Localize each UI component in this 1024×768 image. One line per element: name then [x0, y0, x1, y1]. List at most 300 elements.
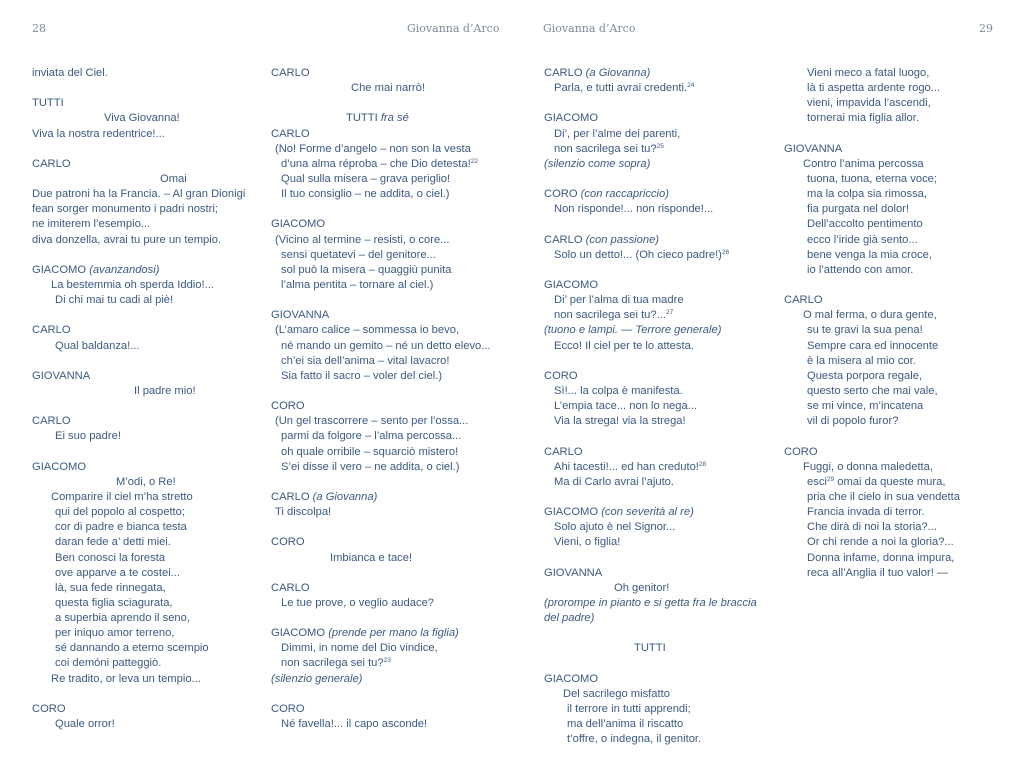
speaker-name: GIACOMO — [544, 506, 599, 519]
verse-line — [784, 551, 1024, 566]
verse-line — [271, 233, 511, 248]
verse-text: Oh genitor! — [614, 581, 670, 594]
verse-line — [32, 581, 272, 596]
verse-line — [32, 535, 272, 550]
verse-text: (L’amaro calice – sommessa io bevo, — [275, 324, 460, 337]
verse-text: ecco l’iride già sento... — [807, 233, 918, 246]
footnote-ref[interactable]: 23 — [383, 657, 391, 665]
speaker-name: GIACOMO — [271, 218, 326, 231]
footnote-ref[interactable]: 25 — [656, 142, 664, 150]
verse-line — [544, 339, 784, 354]
stage-direction-text: (silenzio generale) — [271, 672, 363, 685]
verse-text: fia purgata nel dolor! — [807, 203, 909, 216]
verse-text: Solo un detto!... (Oh cieco padre!) — [554, 248, 722, 261]
speaker-name: GIACOMO — [544, 112, 599, 125]
blank-line — [544, 551, 784, 566]
verse-line — [544, 717, 784, 732]
left-page-column-1 — [32, 66, 272, 732]
verse-text: Ma di Carlo avrai l’ajuto. — [554, 475, 675, 488]
speaker-name: CARLO — [271, 67, 310, 79]
verse-text: questa figlia sciagurata, — [55, 596, 173, 609]
verse-line — [32, 596, 272, 611]
verse-line — [784, 157, 1024, 172]
stage-direction: (avanzandosi) — [89, 263, 160, 276]
blank-line — [544, 354, 784, 369]
verse-text: Del sacrilego misfatto — [563, 687, 670, 700]
verse-line — [271, 596, 511, 611]
verse-text: Questa porpora regale, — [807, 369, 923, 382]
verse-text: Sì!... la colpa è manifesta. — [554, 384, 683, 397]
verse-line — [544, 581, 784, 596]
verse-line — [544, 520, 784, 535]
speaker-name: CORO — [271, 400, 305, 413]
verse-text: né mando un gemito – né un detto elevo... — [281, 339, 491, 352]
stage-direction: (con raccapriccio) — [580, 188, 669, 201]
verse-text: Le tue prove, o veglio audace? — [281, 596, 435, 609]
verse-text: Re tradito, or leva un tempio... — [51, 672, 201, 685]
blank-line — [271, 611, 511, 626]
page-number-left: 28 — [32, 22, 46, 35]
verse-line — [784, 399, 1024, 414]
speaker-name: GIOVANNA — [544, 566, 603, 579]
blank-line — [271, 520, 511, 535]
verse-text: esci — [807, 475, 827, 488]
verse-text: sensi quetatevi – del genitore... — [281, 248, 436, 261]
verse-text: diva donzella, avrai tu pure un tempio. — [32, 233, 222, 246]
speaker-name: CARLO — [271, 581, 310, 594]
verse-text: ne imiterem l’esempio... — [32, 218, 151, 231]
speaker-line — [32, 414, 272, 429]
blank-line — [271, 96, 511, 111]
verse-line — [271, 172, 511, 187]
verse-line — [32, 233, 272, 248]
verse-line — [784, 384, 1024, 399]
verse-line — [784, 490, 1024, 505]
speaker-line — [544, 672, 784, 687]
speaker-line — [544, 445, 784, 460]
verse-text: là, sua fede rinnegata, — [55, 581, 166, 594]
speaker-name: CORO — [544, 369, 578, 382]
stage-direction — [271, 672, 511, 687]
verse-text: non sacrilega sei tu? — [281, 657, 384, 670]
verse-text: ma dell’anima il riscatto — [567, 718, 684, 731]
speaker-line — [544, 278, 784, 293]
speaker-line — [784, 445, 1024, 460]
stage-direction — [544, 323, 784, 338]
verse-text: fean sorger monumento i padri nostri; — [32, 203, 218, 216]
speaker-line — [544, 111, 784, 126]
verse-line — [271, 263, 511, 278]
verse-line — [32, 520, 272, 535]
verse-line — [544, 475, 784, 490]
verse-line — [271, 339, 511, 354]
verse-text: inviata del Ciel. — [32, 67, 108, 79]
verse-text: Via la strega! via la strega! — [554, 415, 686, 428]
stage-direction-text: (prorompe in pianto e si getta fra le braccia — [544, 596, 757, 609]
verse-line — [271, 81, 511, 96]
verse-line — [32, 202, 272, 217]
verse-text: d’una alma réproba – che Dio detesta! — [281, 157, 471, 170]
verse-line — [271, 369, 511, 384]
speaker-name: CORO — [784, 445, 818, 458]
verse-text: se mi vince, m’incatena — [807, 400, 924, 413]
speaker-line — [271, 535, 511, 550]
speaker-line — [784, 293, 1024, 308]
footnote-ref[interactable]: 26 — [721, 248, 730, 256]
blank-line — [32, 687, 272, 702]
verse-text: qui del popolo al cospetto; — [55, 506, 185, 519]
verse-line — [32, 641, 272, 656]
blank-line — [544, 490, 784, 505]
verse-text: Vieni, o figlia! — [554, 536, 621, 549]
blank-line — [271, 384, 511, 399]
verse-line — [32, 172, 272, 187]
verse-text: bene venga la mia croce, — [807, 248, 933, 261]
verse-text: Ei suo padre! — [55, 430, 121, 443]
speaker-name: CORO — [544, 188, 578, 201]
verse-line — [32, 278, 272, 293]
verse-text: questo serto che mai vale, — [807, 384, 938, 397]
verse-line — [544, 127, 784, 142]
verse-line — [32, 66, 272, 81]
speaker-line — [32, 96, 272, 111]
verse-line — [32, 293, 272, 308]
blank-line — [544, 96, 784, 111]
verse-line — [784, 460, 1024, 475]
speaker-line — [544, 233, 784, 248]
speaker-line — [32, 157, 272, 172]
stage-direction-text: (tuono e lampi. — Terrore generale) — [544, 324, 722, 337]
verse-text: Viva Giovanna! — [104, 112, 180, 125]
speaker-line — [544, 187, 784, 202]
blank-line — [32, 445, 272, 460]
running-title-right: Giovanna d’Arco — [543, 22, 636, 35]
verse-text: ma la colpa sia rimossa, — [807, 188, 927, 201]
verse-text: l’alma pentita – tornare al ciel.) — [281, 278, 434, 291]
verse-text: S’ei disse il vero – ne addita, o ciel.) — [281, 460, 460, 473]
speaker-line — [32, 369, 272, 384]
blank-line — [784, 127, 1024, 142]
stage-direction — [544, 157, 784, 172]
verse-text: Imbianca e tace! — [330, 551, 413, 564]
verse-line — [784, 81, 1024, 96]
verse-line — [784, 66, 1024, 81]
verse-line — [32, 384, 272, 399]
verse-line — [544, 293, 784, 308]
stage-direction: (con severità al re) — [601, 506, 694, 519]
verse-line — [32, 490, 272, 505]
verse-text: Fuggi, o donna maledetta, — [803, 460, 933, 473]
speaker-name: CORO — [271, 702, 305, 715]
verse-line — [271, 142, 511, 157]
blank-line — [544, 263, 784, 278]
verse-line — [544, 81, 784, 96]
stage-direction — [544, 611, 784, 626]
stage-direction-text: (silenzio come sopra) — [544, 157, 651, 170]
verse-line — [784, 354, 1024, 369]
verse-text: (Vicino al termine – resisti, o core... — [275, 233, 450, 246]
speaker-name: CARLO — [544, 233, 583, 246]
verse-text: Vieni meco a fatal luogo, — [807, 67, 930, 79]
verse-text: coi demóni patteggiò. — [55, 657, 162, 670]
verse-text: Due patroni ha la Francia. – Al gran Dionigi — [32, 188, 246, 201]
verse-line — [271, 505, 511, 520]
verse-line — [544, 702, 784, 717]
blank-line — [32, 142, 272, 157]
blank-line — [271, 202, 511, 217]
verse-line — [271, 187, 511, 202]
speaker-line — [271, 127, 511, 142]
verse-line — [271, 717, 511, 732]
verse-text: Sempre cara ed innocente — [807, 339, 939, 352]
verse-line — [32, 339, 272, 354]
verse-line — [784, 505, 1024, 520]
verse-text: non sacrilega sei tu? — [554, 142, 657, 155]
verse-text: Ahi tacesti!... ed han creduto! — [554, 460, 699, 473]
stage-direction: (a Giovanna) — [585, 67, 651, 79]
verse-line — [784, 414, 1024, 429]
speaker-name: CARLO — [544, 445, 583, 458]
verse-line — [784, 308, 1024, 323]
verse-text: (No! Forme d’angelo – non son la vesta — [275, 142, 471, 155]
verse-text: Di chi mai tu cadi al piè! — [55, 294, 174, 307]
verse-text: io l’attendo con amor. — [807, 263, 914, 276]
verse-text: Sia fatto il sacro – voler del ciel.) — [281, 369, 443, 382]
blank-line — [544, 217, 784, 232]
blank-line — [544, 172, 784, 187]
stage-direction-text: del padre) — [544, 612, 595, 625]
verse-text: per iniquo amor terreno, — [55, 627, 175, 640]
verse-text: tuona, tuona, eterna voce; — [807, 172, 937, 185]
verse-text: Dimmi, in nome del Dio vindice, — [281, 642, 438, 655]
verse-text: Il tuo consiglio – ne addita, o ciel.) — [281, 188, 450, 201]
blank-line — [784, 278, 1024, 293]
verse-line — [784, 323, 1024, 338]
speaker-name: CARLO — [784, 294, 823, 307]
verse-line — [784, 566, 1024, 581]
verse-text: Che mai narrò! — [351, 82, 425, 95]
speaker-line — [544, 641, 784, 656]
verse-text: sol può la misera – quaggiù punita — [281, 263, 452, 276]
verse-line — [32, 475, 272, 490]
blank-line — [32, 354, 272, 369]
speaker-name: GIACOMO — [544, 672, 599, 685]
speaker-name: CARLO — [544, 67, 583, 79]
page-number-right: 29 — [979, 22, 993, 35]
verse-line — [544, 732, 784, 747]
verse-text: cor di padre e bianca testa — [55, 521, 187, 534]
speaker-line — [544, 369, 784, 384]
speaker-name: CARLO — [32, 415, 71, 428]
speaker-name: CORO — [271, 536, 305, 549]
stage-direction: (con passione) — [585, 233, 660, 246]
running-title-left: Giovanna d’Arco — [407, 22, 500, 35]
verse-text: Ecco! Il ciel per te lo attesta. — [554, 339, 694, 352]
blank-line — [784, 429, 1024, 444]
verse-text: ove apparve a te costei... — [55, 566, 181, 579]
speaker-line — [32, 323, 272, 338]
speaker-name: TUTTI — [346, 112, 378, 125]
verse-line — [784, 217, 1024, 232]
speaker-line — [271, 111, 511, 126]
verse-text: vieni, impavida l’ascendi, — [807, 97, 931, 110]
verse-text: Omai — [160, 172, 187, 185]
verse-text: Né favella!... il capo asconde! — [281, 718, 428, 731]
speaker-line — [271, 490, 511, 505]
verse-text: vil di popolo furor? — [807, 415, 899, 428]
verse-text: là ti aspetta ardente rogo... — [807, 82, 941, 95]
verse-text: La bestemmia oh sperda Iddio!... — [51, 278, 214, 291]
blank-line — [32, 81, 272, 96]
verse-line — [32, 656, 272, 671]
speaker-line — [544, 505, 784, 520]
speaker-line — [271, 399, 511, 414]
blank-line — [271, 293, 511, 308]
verse-text: Che dirà di noi la storia?... — [807, 521, 937, 534]
blank-line — [271, 475, 511, 490]
left-page-column-2 — [271, 66, 511, 732]
verse-text: Qual sulla misera – grava periglio! — [281, 172, 451, 185]
verse-line — [544, 414, 784, 429]
verse-line — [544, 460, 784, 475]
verse-text: Ben conosci la foresta — [55, 551, 166, 564]
verse-line — [32, 626, 272, 641]
stage-direction: (prende per mano la figlia) — [328, 627, 459, 640]
speaker-line — [784, 142, 1024, 157]
verse-text: Il padre mio! — [134, 384, 196, 397]
speaker-line — [271, 581, 511, 596]
blank-line — [32, 399, 272, 414]
verse-line — [271, 641, 511, 656]
verse-line — [32, 611, 272, 626]
verse-text: Francia invada di terror. — [807, 506, 925, 519]
verse-line — [32, 127, 272, 142]
speaker-name: TUTTI — [634, 642, 666, 655]
verse-line — [784, 233, 1024, 248]
verse-line — [544, 687, 784, 702]
blank-line — [544, 429, 784, 444]
stage-direction: (a Giovanna) — [312, 490, 378, 503]
blank-line — [271, 566, 511, 581]
verse-line — [784, 202, 1024, 217]
verse-text: t’offre, o indegna, il genitor. — [567, 733, 702, 746]
verse-text: Dell’accolto pentimento — [807, 218, 923, 231]
verse-text: sé dannando a eterno scempio — [55, 642, 209, 655]
verse-line — [544, 202, 784, 217]
blank-line — [271, 687, 511, 702]
verse-text: su te gravi la sua pena! — [807, 324, 923, 337]
footnote-ref[interactable]: 28 — [698, 460, 707, 468]
verse-line — [271, 460, 511, 475]
speaker-name: GIOVANNA — [32, 369, 91, 382]
verse-text: tornerai mia figlia allor. — [807, 112, 919, 125]
speaker-name: GIACOMO — [32, 263, 87, 276]
speaker-line — [271, 702, 511, 717]
verse-text: Quale orror! — [55, 718, 115, 731]
verse-line — [32, 672, 272, 687]
footnote-ref[interactable]: 22 — [470, 157, 478, 165]
speaker-line — [544, 566, 784, 581]
verse-text: pria che il cielo in sua vendetta — [807, 490, 960, 503]
verse-text: Or chi rende a noi la gloria?... — [807, 536, 954, 549]
right-page-column-2 — [784, 66, 1024, 581]
verse-line — [784, 96, 1024, 111]
verse-line — [32, 187, 272, 202]
verse-line — [32, 111, 272, 126]
verse-line — [544, 248, 784, 263]
verse-text: Ti discolpa! — [275, 506, 332, 519]
verse-text: Contro l’anima percossa — [803, 157, 924, 170]
verse-line — [271, 278, 511, 293]
verse-line — [271, 656, 511, 671]
verse-text: M’odi, o Re! — [116, 475, 176, 488]
verse-line — [784, 339, 1024, 354]
speaker-name: GIACOMO — [271, 627, 326, 640]
verse-text: Parla, e tutti avrai credenti. — [554, 82, 688, 95]
verse-line — [271, 429, 511, 444]
speaker-name: GIOVANNA — [784, 142, 843, 155]
verse-line — [32, 217, 272, 232]
verse-text: parmi da folgore – l’alma percossa... — [281, 430, 462, 443]
verse-line — [784, 172, 1024, 187]
stage-direction — [544, 596, 784, 611]
speaker-name: CARLO — [271, 490, 310, 503]
speaker-name: GIACOMO — [32, 460, 87, 473]
blank-line — [32, 308, 272, 323]
verse-line — [784, 369, 1024, 384]
verse-line — [784, 263, 1024, 278]
blank-line — [544, 656, 784, 671]
speaker-name: CARLO — [32, 324, 71, 337]
speaker-name: CORO — [32, 702, 66, 715]
speaker-line — [271, 217, 511, 232]
speaker-line — [544, 66, 784, 81]
verse-text: daran fede a’ detti miei. — [55, 536, 171, 549]
verse-text: ch’ei sia dell’anima – vital lavacro! — [281, 354, 450, 367]
speaker-line — [271, 66, 511, 81]
verse-line — [32, 429, 272, 444]
verse-text: Non risponde!... non risponde!... — [554, 203, 714, 216]
footnote-ref[interactable]: 24 — [687, 82, 695, 90]
speaker-name: GIACOMO — [544, 278, 599, 291]
verse-text: Solo ajuto è nel Signor... — [554, 521, 676, 534]
verse-text: Viva la nostra redentrice!... — [32, 127, 165, 140]
speaker-line — [32, 702, 272, 717]
verse-line — [271, 248, 511, 263]
footnote-ref[interactable]: 27 — [665, 309, 674, 317]
verse-line — [544, 384, 784, 399]
speaker-name: CARLO — [32, 157, 71, 170]
verse-line — [32, 717, 272, 732]
speaker-line — [32, 263, 272, 278]
verse-line — [784, 475, 1024, 490]
verse-text: Qual baldanza!... — [55, 339, 140, 352]
footnote-ref[interactable]: 29 — [826, 475, 835, 483]
verse-text: il terrore in tutti apprendi; — [567, 702, 691, 715]
speaker-line — [271, 308, 511, 323]
stage-direction: fra sé — [380, 112, 409, 125]
verse-line — [784, 111, 1024, 126]
verse-text: a superbia aprendo il seno, — [55, 612, 190, 625]
verse-text: reca all’Anglia il tuo valor! — — [807, 566, 949, 579]
verse-line — [784, 535, 1024, 550]
right-page-column-1 — [544, 66, 784, 747]
verse-line — [544, 308, 784, 323]
speaker-name: TUTTI — [32, 97, 64, 110]
verse-line — [271, 414, 511, 429]
verse-line — [544, 142, 784, 157]
verse-line — [544, 535, 784, 550]
